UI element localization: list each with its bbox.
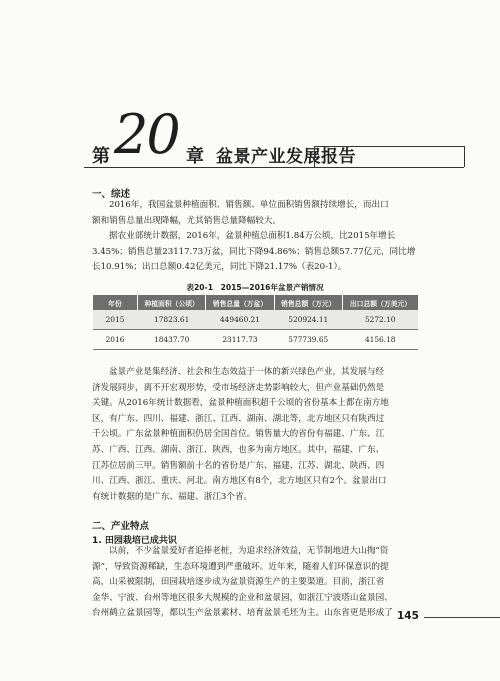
section-heading-overview: 一、综述	[92, 189, 131, 200]
table-cell: 18437.70	[138, 330, 206, 350]
table-cell: 2015	[93, 310, 138, 330]
chapter-frame-left	[314, 146, 315, 167]
text-line: 有统计数据的是广东、福建、浙江3个省。	[92, 491, 253, 502]
table-cell: 23117.73	[206, 330, 274, 350]
section-heading-features: 二、产业特点	[92, 521, 150, 532]
text-line: 盆景产业是集经济、社会和生态效益于一体的新兴绿色产业，其发展与经	[109, 367, 385, 377]
table-header-cell: 年份	[93, 295, 138, 310]
paragraph-industry	[92, 365, 418, 505]
text-line: 据农业部统计数据，2016年，盆景种植总面积1.84万公顷，比2015年增长	[109, 231, 396, 241]
text-line: 高，山采被限制，田园栽培逐步成为盆景资源生产的主要渠道。目前，浙江省	[92, 577, 385, 588]
text-line: 区，有广东、四川、福建、浙江、江西、湖南、湖北等，北方地区只有陕西过	[92, 413, 385, 424]
table-row	[93, 310, 419, 330]
table-cell: 449460.21	[206, 310, 274, 330]
text-line: 长10.91%；出口总额0.42亿美元，同比下降21.17%（表20-1）。	[92, 262, 347, 273]
text-line: 千公顷。广东盆景种植面积仍居全国首位。销售量大的省份有福建、广东、江	[92, 429, 385, 440]
text-line: 江苏位居前三甲。销售额前十名的省份是广东、福建、江苏、湖北、陕西、四	[92, 460, 385, 471]
chapter-prefix: 第	[92, 146, 110, 167]
page-number: 145	[397, 610, 419, 622]
subsection-heading: 1. 田园栽培已成共识	[92, 536, 177, 546]
table-cell: 5272.10	[342, 310, 418, 330]
paragraph-overview	[92, 198, 418, 229]
table-header-cell: 销售总量（万盆）	[206, 295, 274, 310]
chapter-number: 20	[114, 103, 179, 166]
text-line: 3.45%；销售总量23117.73万盆，同比下降94.86%；销售总额57.77亿元，同比增	[92, 246, 416, 257]
chapter-suffix: 章	[186, 146, 204, 167]
table-header-cell: 种植面积（公顷）	[138, 295, 206, 310]
table-header-row	[93, 295, 419, 310]
text-line: 关键。从2016年统计数据看，盆景种植面积超千公顷的省份基本上都在南方地	[92, 398, 389, 409]
table-caption: 表20-1 2015—2016年盆景产销情况	[186, 283, 324, 292]
chapter-rule	[84, 167, 316, 168]
text-line: 金华、宁波、台州等地区很多大规模的企业和盆景园，如浙江宁波塔山盆景园、	[92, 592, 393, 603]
table-cell: 2016	[93, 330, 138, 350]
table-header-cell: 销售总额（万元）	[274, 295, 342, 310]
text-line: 济发展同步，离不开宏观形势，受市场经济走势影响较大，但产业基础仍然是	[92, 382, 385, 393]
text-line: 川、江西、浙江、重庆、河北。南方地区有8个，北方地区只有2个。盆景出口	[92, 476, 387, 487]
text-line: 台州鹤立盆景园等，都以生产盆景素材、培育盆景毛坯为主。山东省更是形成了	[92, 608, 393, 619]
paragraph-statistics	[92, 229, 418, 276]
text-line: 以前，不少盆景爱好者追捧老桩，为追求经济效益，无节制地进大山掏“资	[109, 546, 389, 556]
data-table	[92, 295, 418, 350]
table-cell: 17823.61	[138, 310, 206, 330]
chapter-frame-bottom	[314, 167, 464, 168]
chapter-header	[84, 103, 464, 172]
text-line: 源”，导致资源稀缺，生态环境遭到严重破坏。近年来，随着人们环保意识的提	[92, 561, 389, 572]
table-header-cell: 出口总额（万美元）	[342, 295, 418, 310]
text-line: 苏、广西、江西、湖南、浙江、陕西，也多为南方地区。其中，福建、广东、	[92, 444, 385, 455]
table-cell: 4156.18	[342, 330, 418, 350]
page-number-rule	[424, 617, 500, 618]
chapter-frame-right	[464, 146, 465, 167]
table-cell: 520924.11	[274, 310, 342, 330]
paragraph-field-cultivation	[92, 544, 418, 622]
text-line: 额和销售总量出现降幅，尤其销售总量降幅较大。	[92, 215, 282, 226]
chapter-title: 盆景产业发展报告	[216, 147, 356, 167]
text-line: 2016年，我国盆景种植面积、销售额、单位面积销售额持续增长，而出口	[109, 200, 389, 210]
table-cell: 577739.65	[274, 330, 342, 350]
table-row	[93, 330, 419, 350]
chapter-frame-top	[314, 146, 464, 147]
